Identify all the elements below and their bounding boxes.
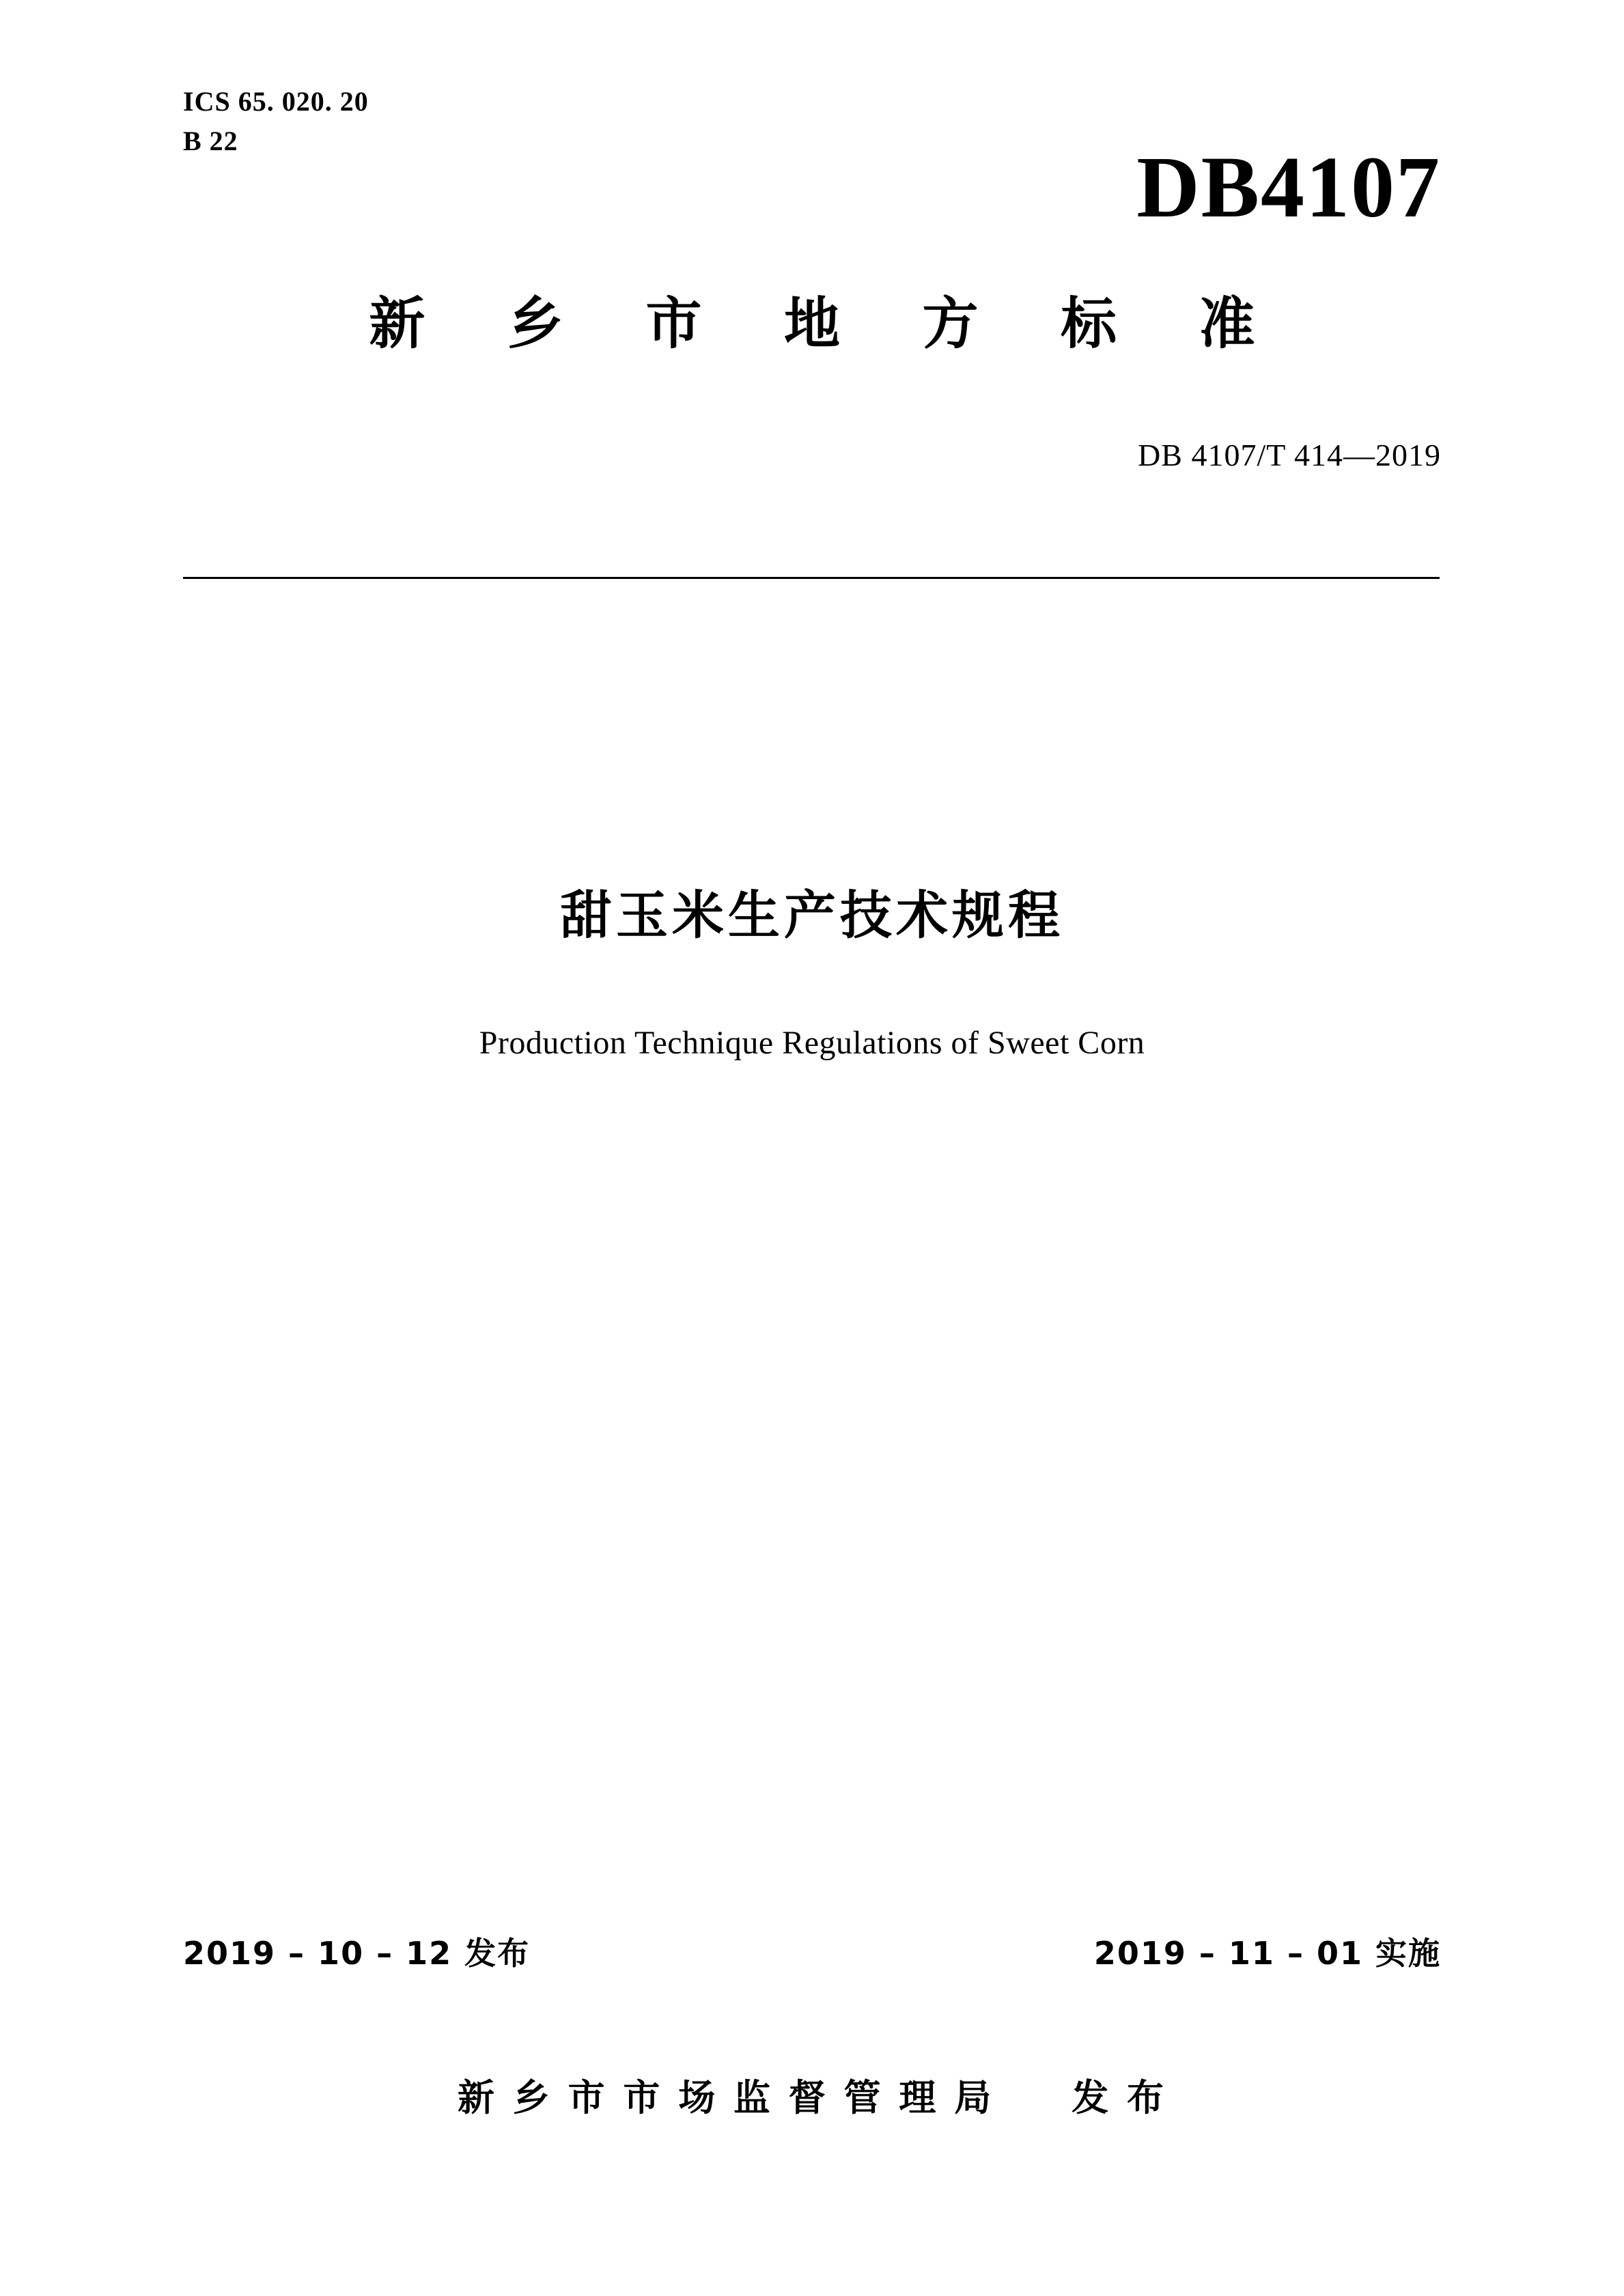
issuing-body-title: 新 乡 市 地 方 标 准 — [369, 292, 1287, 356]
horizontal-divider — [183, 577, 1440, 579]
document-title-english: Production Technique Regulations of Sweet Corn — [479, 1025, 1145, 1061]
ics-category-code: B 22 — [183, 126, 238, 156]
dates-row — [183, 1929, 1441, 1974]
standard-number: DB 4107/T 414—2019 — [1138, 438, 1441, 472]
ics-classification-block — [183, 82, 369, 161]
ics-number: ICS 65. 020. 20 — [183, 86, 369, 117]
document-title-chinese: 甜玉米生产技术规程 — [560, 885, 1064, 946]
publisher-name: 新 乡 市 市 场 监 督 管 理 局 发 布 — [458, 2076, 1166, 2119]
implementation-date: 2019 – 11 – 01 实施 — [1093, 1935, 1441, 1972]
standard-code: DB4107 — [1136, 139, 1441, 236]
publication-date: 2019 – 10 – 12 发布 — [183, 1935, 531, 1972]
